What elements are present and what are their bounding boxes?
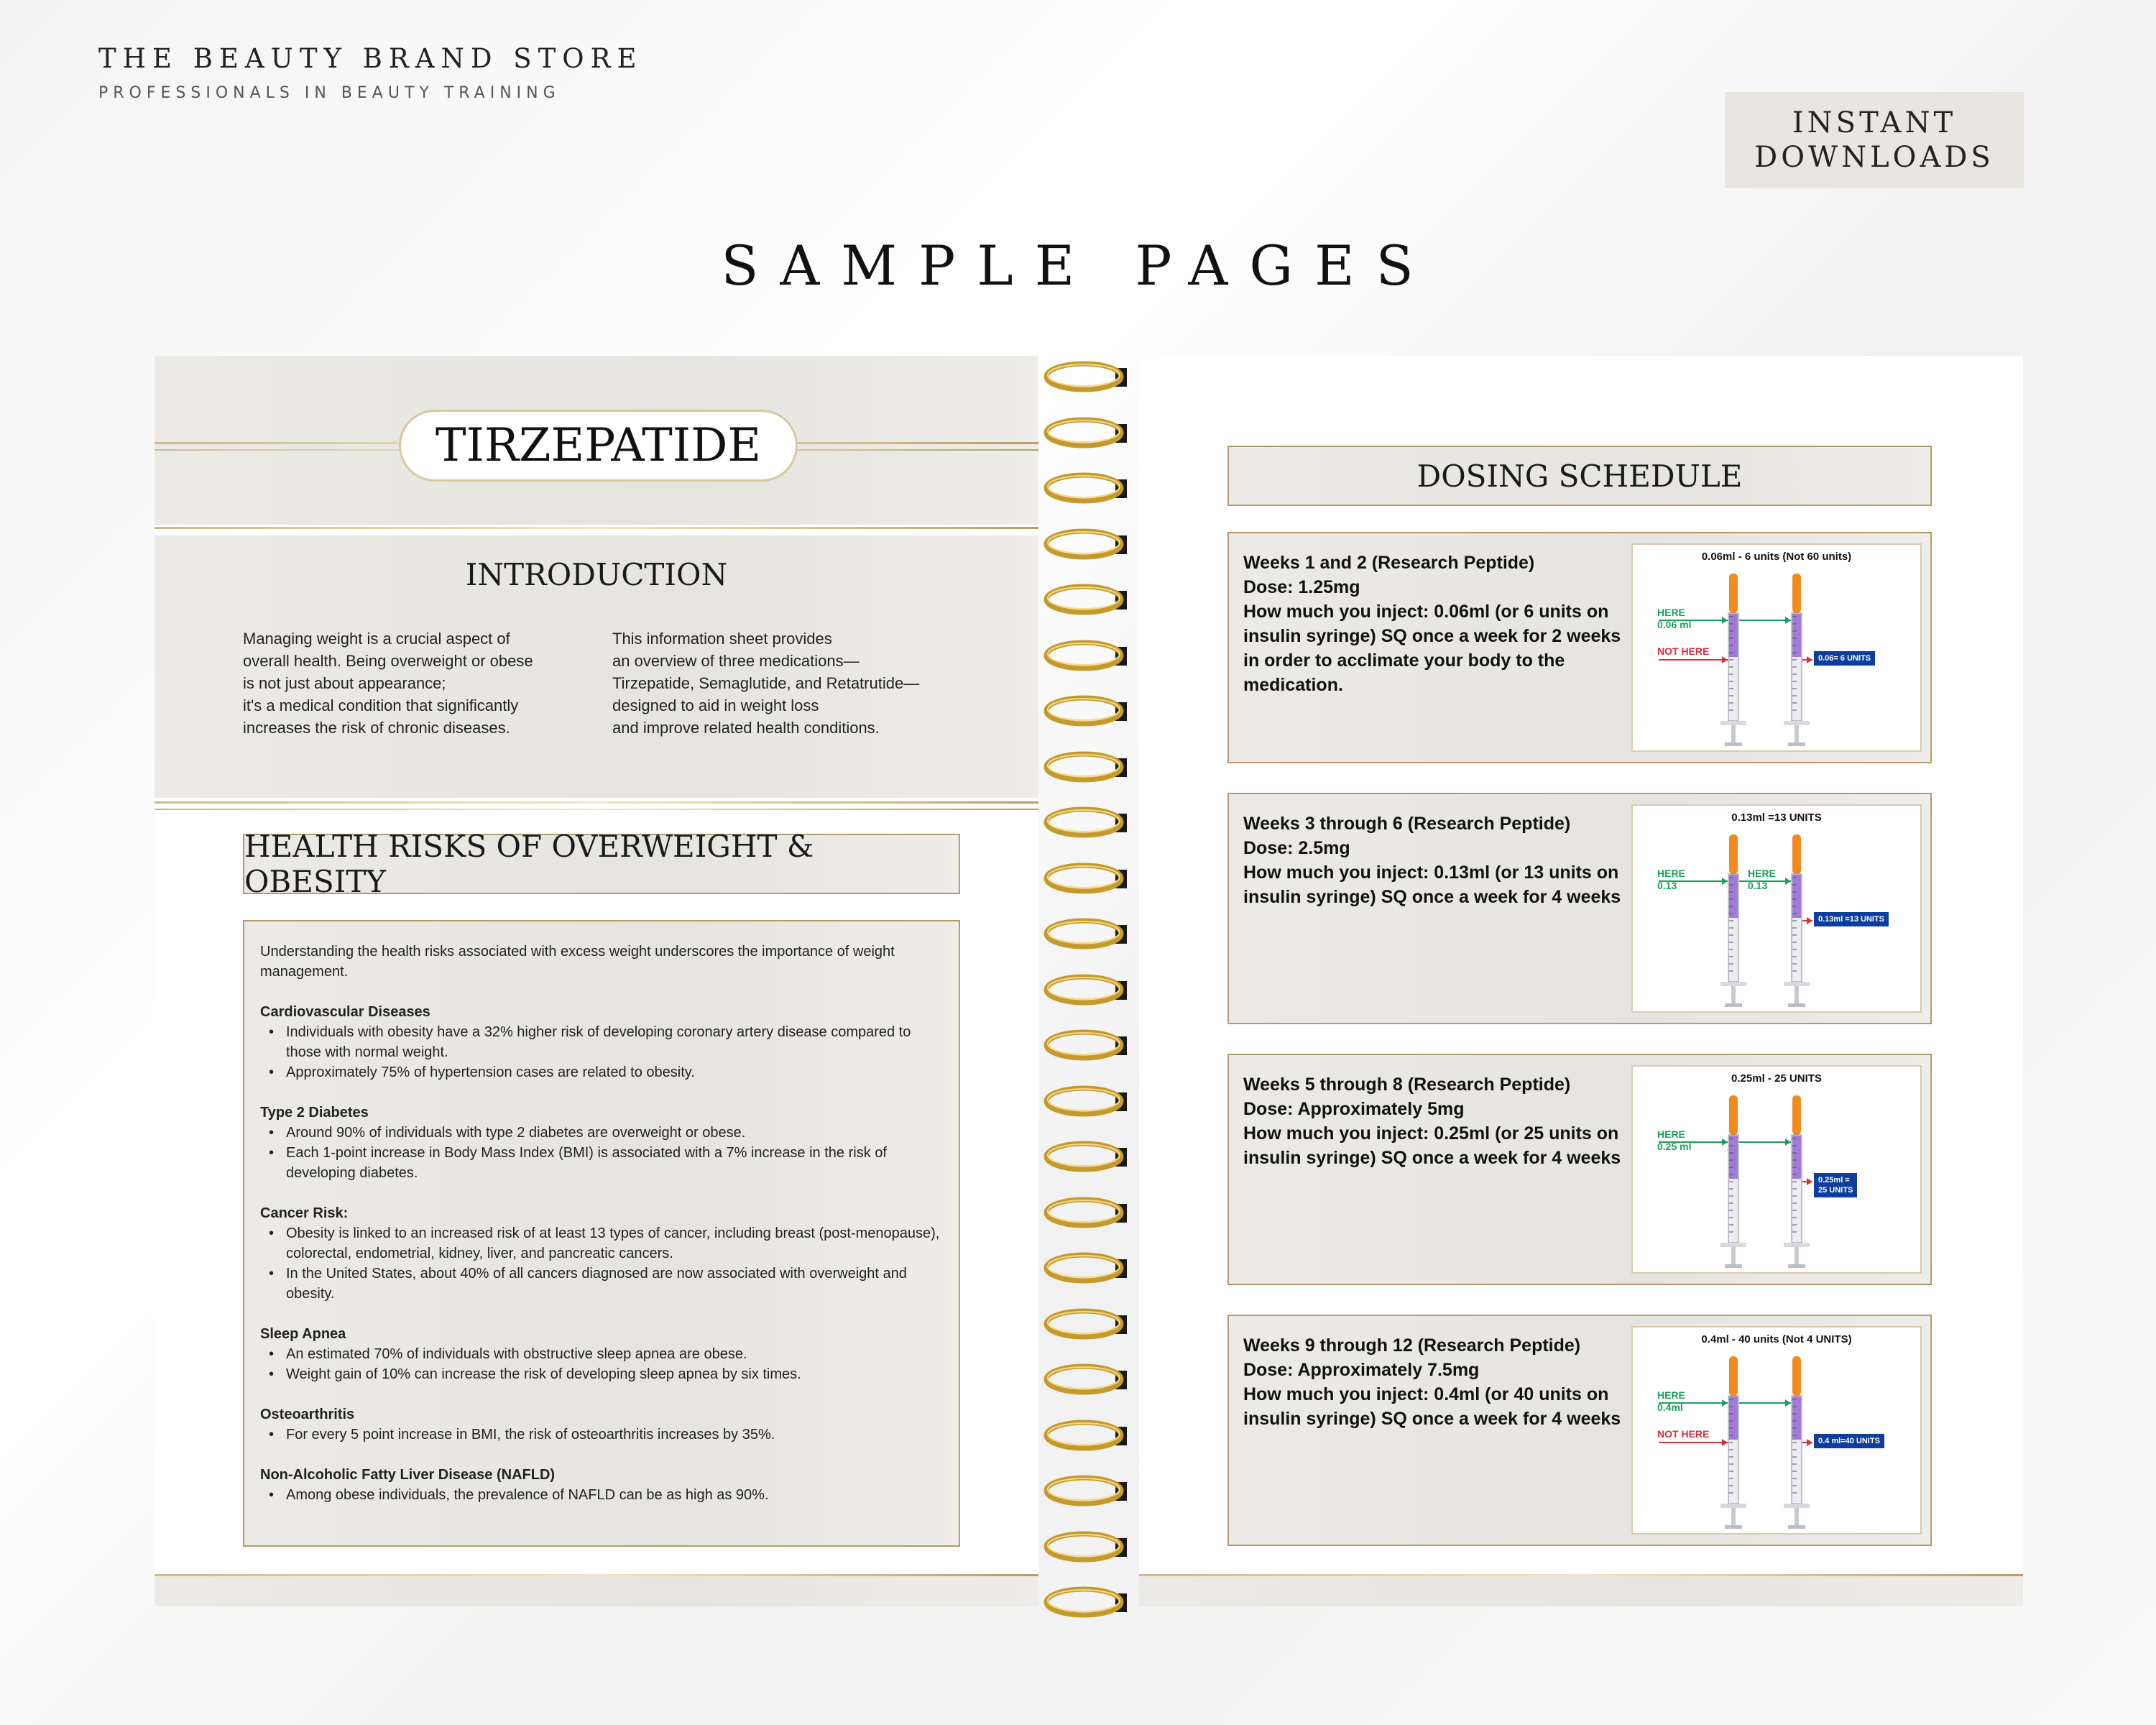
syringe-caption: 0.13ml =13 UNITS (1731, 811, 1822, 824)
dose-card (1227, 1315, 1932, 1546)
dose-inject: How much you inject: 0.25ml (or 25 units on insulin syringe) SQ once a week for 4 weeks (1243, 1123, 1621, 1168)
risk-section (260, 1465, 943, 1505)
spiral-ring-icon (1044, 861, 1130, 896)
spiral-ring-icon (1044, 415, 1130, 450)
risk-heading: Cancer Risk: (260, 1205, 349, 1221)
units-badge: 0.13ml =13 UNITS (1814, 912, 1889, 926)
brand-header (98, 43, 642, 102)
brand-tagline: PROFESSIONALS IN BEAUTY TRAINING (98, 84, 561, 102)
risk-section (260, 1404, 943, 1445)
dose-text (1243, 811, 1624, 909)
spiral-ring-icon (1044, 1251, 1130, 1285)
risk-item: • In the United States, about 40% of all cancers diagnosed are now associated with overweight and obesity. (260, 1264, 943, 1304)
units-badge: 0.4 ml=40 UNITS (1814, 1434, 1884, 1448)
here-label: HERE 0.06 ml (1657, 607, 1692, 630)
spiral-binding (1044, 352, 1137, 1610)
dose-weeks: Weeks 9 through 12 (Research Peptide) (1243, 1335, 1581, 1356)
spiral-ring-icon (1044, 1139, 1130, 1174)
dosing-schedule-title: DOSING SCHEDULE (1227, 446, 1932, 506)
dose-text (1243, 551, 1624, 697)
spiral-ring-icon (1044, 1362, 1130, 1397)
page-footer-band (1139, 1574, 2023, 1606)
dose-card (1227, 793, 1932, 1024)
dose-dose: Dose: 1.25mg (1243, 577, 1360, 597)
spiral-ring-icon (1044, 972, 1130, 1007)
risk-section (260, 1002, 943, 1082)
dose-card (1227, 1054, 1932, 1285)
spiral-ring-icon (1044, 1530, 1130, 1564)
here-label: HERE 0.25 ml (1657, 1128, 1692, 1152)
spiral-ring-icon (1044, 750, 1130, 784)
brand-name: THE BEAUTY BRAND STORE (98, 43, 643, 74)
risk-item: • Weight gain of 10% can increase the risk of developing sleep apnea by six times. (260, 1364, 943, 1384)
dose-card (1227, 532, 1932, 763)
left-page (155, 356, 1038, 1606)
spiral-ring-icon (1044, 471, 1130, 505)
right-page (1139, 356, 2023, 1606)
risk-section (260, 1324, 943, 1384)
units-badge: 0.06= 6 UNITS (1814, 651, 1875, 666)
risk-section (260, 1203, 943, 1304)
risk-item: • Individuals with obesity have a 32% higher risk of developing coronary artery disease compared to those with normal weight. (260, 1022, 943, 1062)
dose-inject: How much you inject: 0.06ml (or 6 units on insulin syringe) SQ once a week for 2 weeks in order to acclimate your body to the medication. (1243, 602, 1621, 695)
syringe-caption: 0.4ml - 40 units (Not 4 UNITS) (1701, 1333, 1852, 1346)
syringe-icon (1633, 1067, 1923, 1275)
intro-text-left: Managing weight is a crucial aspect of overall health. Being overweight or obese is not just about appearance; it's a medical condition that significantly increases the risk of chronic diseases. (243, 630, 533, 737)
spiral-ring-icon (1044, 527, 1130, 561)
dose-dose: Dose: Approximately 5mg (1243, 1099, 1465, 1119)
risk-heading: Cardiovascular Diseases (260, 1004, 430, 1020)
risk-item: • Among obese individuals, the prevalence of NAFLD can be as high as 90%. (260, 1485, 943, 1505)
units-badge: 0.25ml = 25 UNITS (1814, 1173, 1857, 1197)
risk-item: • Around 90% of individuals with type 2 diabetes are overweight or obese. (260, 1123, 943, 1143)
spiral-ring-icon (1044, 582, 1130, 617)
syringe-illustration (1631, 804, 1922, 1013)
dose-text (1243, 1333, 1624, 1431)
dose-text (1243, 1072, 1624, 1170)
risk-heading: Non-Alcoholic Fatty Liver Disease (NAFLD) (260, 1467, 556, 1483)
spiral-ring-icon (1044, 1028, 1130, 1062)
spiral-ring-icon (1044, 805, 1130, 840)
here-label: HERE 0.4ml (1657, 1389, 1685, 1413)
health-risks-title: HEALTH RISKS OF OVERWEIGHT & OBESITY (243, 834, 960, 894)
risk-item: • Approximately 75% of hypertension cases are related to obesity. (260, 1062, 943, 1082)
not-here-label: NOT HERE (1657, 645, 1710, 657)
syringe-caption: 0.06ml - 6 units (Not 60 units) (1701, 551, 1852, 563)
spiral-ring-icon (1044, 359, 1130, 394)
spiral-ring-icon (1044, 916, 1130, 951)
risk-heading: Osteoarthritis (260, 1407, 355, 1422)
risk-section (260, 1103, 943, 1183)
syringe-caption: 0.25ml - 25 UNITS (1731, 1072, 1822, 1085)
risk-heading: Sleep Apnea (260, 1326, 346, 1342)
dose-weeks: Weeks 5 through 8 (Research Peptide) (1243, 1075, 1571, 1095)
sample-pages-heading: SAMPLE PAGES (721, 234, 1435, 298)
introduction-section (155, 535, 1038, 798)
risk-item: • Obesity is linked to an increased risk of at least 13 types of cancer, including breast (post-menopause), colorectal, endometrial, kidney, liver, and pancreatic cancers. (260, 1223, 943, 1264)
risk-item: • Each 1-point increase in Body Mass Index (BMI) is associated with a 7% increase in the risk of developing diabetes. (260, 1143, 943, 1183)
title-banner (155, 356, 1038, 525)
intro-text-right: This information sheet provides an overview of three medications— Tirzepatide, Semaglutide, and Retatrutide— designed to aid in weight loss and improve related health conditions. (612, 630, 920, 737)
spiral-ring-icon (1044, 1473, 1130, 1508)
page-title: TIRZEPATIDE (399, 410, 798, 482)
here-label: HERE 0.13 (1657, 868, 1685, 891)
dose-weeks: Weeks 3 through 6 (Research Peptide) (1243, 814, 1571, 834)
risk-heading: Type 2 Diabetes (260, 1105, 369, 1121)
introduction-title: INTRODUCTION (465, 557, 728, 592)
health-risks-intro: Understanding the health risks associated with excess weight underscores the importance of weight management. (260, 944, 895, 980)
dose-inject: How much you inject: 0.13ml (or 13 units on insulin syringe) SQ once a week for 4 weeks (1243, 862, 1621, 907)
page-footer-band (155, 1574, 1038, 1606)
spiral-ring-icon (1044, 694, 1130, 728)
not-here-label: NOT HERE (1657, 1428, 1710, 1440)
risk-item: • An estimated 70% of individuals with obstructive sleep apnea are obese. (260, 1344, 943, 1364)
syringe-illustration (1631, 1065, 1922, 1274)
dose-inject: How much you inject: 0.4ml (or 40 units on insulin syringe) SQ once a week for 4 weeks (1243, 1384, 1621, 1429)
syringe-icon (1633, 806, 1923, 1014)
syringe-illustration (1631, 543, 1922, 752)
spiral-ring-icon (1044, 1585, 1130, 1619)
dose-dose: Dose: Approximately 7.5mg (1243, 1360, 1480, 1380)
syringe-illustration (1631, 1326, 1922, 1535)
spiral-ring-icon (1044, 1195, 1130, 1230)
health-risks-box (243, 920, 960, 1547)
spiral-ring-icon (1044, 638, 1130, 673)
dose-dose: Dose: 2.5mg (1243, 838, 1350, 858)
spiral-ring-icon (1044, 1084, 1130, 1118)
risk-item: • For every 5 point increase in BMI, the risk of osteoarthritis increases by 35%. (260, 1425, 943, 1445)
dose-weeks: Weeks 1 and 2 (Research Peptide) (1243, 553, 1535, 573)
spiral-ring-icon (1044, 1307, 1130, 1341)
here-label-secondary: HERE 0.13 (1748, 868, 1776, 891)
spiral-ring-icon (1044, 1418, 1130, 1453)
instant-downloads-badge: INSTANT DOWNLOADS (1725, 92, 2024, 188)
